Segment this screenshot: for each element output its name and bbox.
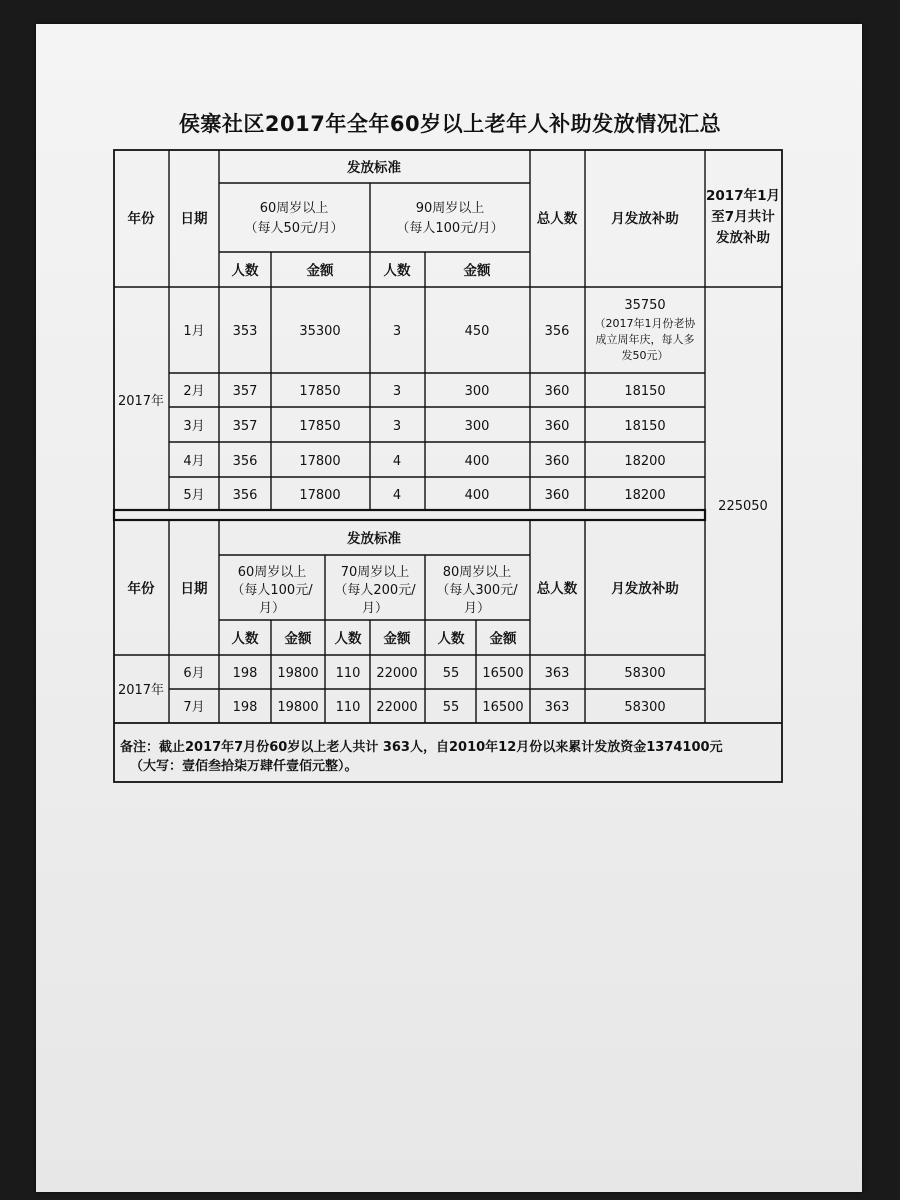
t1-header-year: 年份 — [127, 211, 155, 227]
t2-group1-line3: 月） — [258, 601, 286, 616]
t2-r2-amount1: 19800 — [277, 700, 319, 715]
t1-r5-people2: 4 — [392, 488, 402, 503]
t1-r4-monthly: 18200 — [624, 454, 666, 469]
t1-r3-people2: 3 — [392, 419, 402, 434]
t1-r2-amount2: 300 — [464, 384, 490, 399]
t2-r1-amount2: 22000 — [376, 666, 418, 681]
t1-r1-note-l1: （2017年1月份老协 — [594, 317, 696, 330]
t1-r3-amount1: 17850 — [299, 419, 341, 434]
t1-r2-total: 360 — [544, 384, 570, 399]
t2-r2-monthly: 58300 — [624, 700, 666, 715]
t2-r2-people1: 198 — [232, 700, 258, 715]
t1-r4-amount1: 17800 — [299, 454, 341, 469]
t2-r1-people3: 55 — [442, 666, 460, 681]
t2-group3-line1: 80周岁以上 — [442, 565, 512, 580]
t2-r1-people2: 110 — [335, 666, 361, 681]
t2-r2-amount2: 22000 — [376, 700, 418, 715]
t2-header-people-3: 人数 — [437, 631, 465, 647]
t1-header-cumulative-l3: 发放补助 — [716, 230, 770, 246]
remarks — [120, 738, 780, 776]
t1-header-cumulative-l2: 至7月共计 — [711, 209, 775, 225]
t1-r2-people2: 3 — [392, 384, 402, 399]
t1-header-people-1: 人数 — [231, 263, 259, 279]
t1-header-amount-2: 金额 — [463, 263, 491, 279]
t1-header-cumulative-l1: 2017年1月 — [706, 188, 780, 204]
t2-header-date: 日期 — [180, 581, 208, 597]
t2-header-total: 总人数 — [536, 581, 578, 597]
t1-year-cell: 2017年 — [117, 394, 165, 409]
table2-grid — [114, 520, 782, 723]
t1-r3-total: 360 — [544, 419, 570, 434]
t1-r5-amount1: 17800 — [299, 488, 341, 503]
t2-header-amount-2: 金额 — [383, 631, 411, 647]
t1-r2-people1: 357 — [232, 384, 258, 399]
t2-r2-month: 7月 — [183, 700, 205, 715]
t2-header-year: 年份 — [127, 581, 155, 597]
t1-header-date: 日期 — [180, 211, 208, 227]
t2-r2-total: 363 — [544, 700, 570, 715]
t1-r1-note-l3: 发50元） — [621, 349, 669, 362]
t1-r1-note-l2: 成立周年庆，每人多 — [595, 333, 695, 346]
t2-group1-line2: （每人100元/ — [231, 583, 313, 598]
t1-r4-month: 4月 — [183, 454, 205, 469]
t2-group3-line2: （每人300元/ — [436, 583, 518, 598]
t1-r1-amount1: 35300 — [299, 324, 341, 339]
t1-r5-amount2: 400 — [464, 488, 490, 503]
t1-r4-people2: 4 — [392, 454, 402, 469]
t2-header-people-1: 人数 — [231, 631, 259, 647]
t1-r4-total: 360 — [544, 454, 570, 469]
t1-group1-line1: 60周岁以上 — [259, 201, 329, 216]
t1-r1-people2: 3 — [392, 324, 402, 339]
t1-r5-total: 360 — [544, 488, 570, 503]
t1-r2-month: 2月 — [183, 384, 205, 399]
t1-header-total: 总人数 — [536, 211, 578, 227]
t2-header-monthly: 月发放补助 — [611, 581, 679, 597]
t1-r5-monthly: 18200 — [624, 488, 666, 503]
t1-header-standard: 发放标准 — [347, 160, 401, 176]
t1-header-monthly: 月发放补助 — [611, 211, 679, 227]
t1-r5-people1: 356 — [232, 488, 258, 503]
t2-r1-amount1: 19800 — [277, 666, 319, 681]
t2-header-amount-1: 金额 — [284, 631, 312, 647]
t1-r1-month: 1月 — [183, 324, 205, 339]
t1-r2-amount1: 17850 — [299, 384, 341, 399]
t1-r3-people1: 357 — [232, 419, 258, 434]
t1-r2-monthly: 18150 — [624, 384, 666, 399]
t2-r1-amount3: 16500 — [482, 666, 524, 681]
t2-year-cell: 2017年 — [117, 683, 165, 698]
t2-r2-people2: 110 — [335, 700, 361, 715]
t1-r1-amount2: 450 — [464, 324, 490, 339]
t1-r4-people1: 356 — [232, 454, 258, 469]
t2-r1-month: 6月 — [183, 666, 205, 681]
document-title: 侯寨社区2017年全年60岁以上老年人补助发放情况汇总 — [178, 112, 722, 136]
t1-r3-month: 3月 — [183, 419, 205, 434]
t1-r3-amount2: 300 — [464, 419, 490, 434]
t2-group1-line1: 60周岁以上 — [237, 565, 307, 580]
t1-cumulative-value: 225050 — [718, 499, 768, 514]
t2-r2-people3: 55 — [442, 700, 460, 715]
remarks-line1: 备注：截止2017年7月份60岁以上老人共计 363人，自2010年12月份以来累计发放资金1374100元 — [120, 740, 723, 755]
t2-r1-monthly: 58300 — [624, 666, 666, 681]
t1-header-people-2: 人数 — [383, 263, 411, 279]
t2-group2-line1: 70周岁以上 — [340, 565, 410, 580]
t2-r1-total: 363 — [544, 666, 570, 681]
t2-header-people-2: 人数 — [334, 631, 362, 647]
t1-group2-line1: 90周岁以上 — [415, 201, 485, 216]
t1-r4-amount2: 400 — [464, 454, 490, 469]
t2-group2-line3: 月） — [361, 601, 389, 616]
t1-r3-monthly: 18150 — [624, 419, 666, 434]
t2-group2-line2: （每人200元/ — [334, 583, 416, 598]
t1-r5-month: 5月 — [183, 488, 205, 503]
t2-r2-amount3: 16500 — [482, 700, 524, 715]
t1-group2-line2: （每人100元/月） — [396, 221, 504, 236]
t2-group3-line3: 月） — [463, 601, 491, 616]
t1-header-amount-1: 金额 — [306, 263, 334, 279]
t1-r1-monthly: 35750 — [624, 298, 666, 313]
t1-r1-people1: 353 — [232, 324, 258, 339]
t1-r1-total: 356 — [544, 324, 570, 339]
t2-r1-people1: 198 — [232, 666, 258, 681]
remarks-line2: （大写：壹佰叁拾柒万肆仟壹佰元整）。 — [130, 759, 358, 774]
t2-header-amount-3: 金额 — [489, 631, 517, 647]
t1-group1-line2: （每人50元/月） — [244, 221, 344, 236]
table1-grid — [114, 150, 782, 782]
t2-header-standard: 发放标准 — [347, 531, 401, 547]
